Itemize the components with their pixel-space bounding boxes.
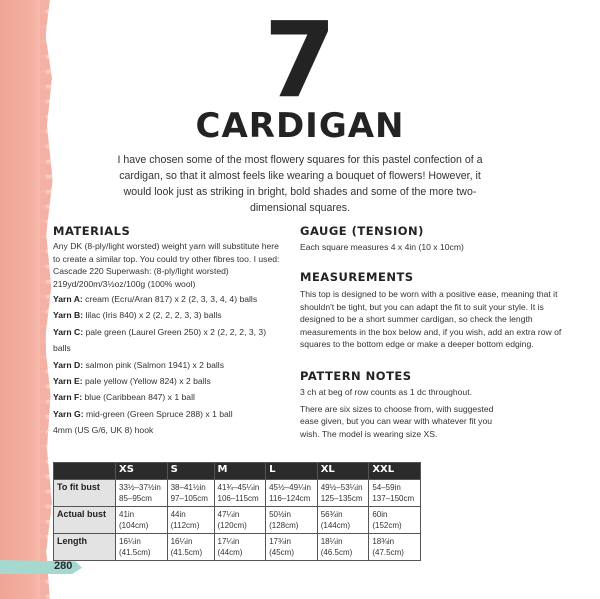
cell-line: 44in	[170, 510, 186, 519]
size-column-header: XS	[116, 463, 168, 480]
pattern-notes-p1: 3 ch at beg of row counts as 1 dc throughout.	[300, 387, 472, 397]
cell-line: (128cm)	[269, 521, 299, 530]
size-table-body	[54, 480, 421, 561]
cell-line: (45cm)	[269, 548, 294, 557]
yarn-description: salmon pink (Salmon 1941) x 2 balls	[85, 359, 225, 370]
yarn-description: pale yellow (Yellow 824) x 2 balls	[85, 376, 211, 387]
cell-line: (47.5cm)	[372, 548, 404, 557]
cell-line: 38–41½in	[170, 483, 206, 492]
pattern-notes-section	[300, 386, 510, 440]
size-column-header: XXL	[369, 463, 421, 480]
cell-line: 45½–49¼in	[269, 483, 311, 492]
cell-line: 97–105cm	[170, 494, 208, 503]
table-cell	[167, 534, 214, 561]
yarn-label: Yarn E:	[53, 376, 83, 387]
table-cell	[266, 507, 318, 534]
yarn-list	[53, 291, 285, 422]
table-row	[54, 534, 421, 561]
cell-line: 56¾in	[320, 510, 343, 519]
cell-line: (41.5cm)	[119, 548, 151, 557]
cell-line: 18¾in	[372, 537, 395, 546]
yarn-item	[53, 357, 285, 373]
yarn-description: cream (Ecru/Aran 817) x 2 (2, 3, 3, 4, 4) balls	[85, 294, 258, 304]
cell-line: 125–135cm	[320, 494, 363, 503]
table-cell	[214, 534, 266, 561]
table-row	[54, 507, 421, 534]
cell-line: 137–150cm	[372, 494, 415, 503]
yarn-item	[53, 291, 285, 307]
yarn-label: Yarn G:	[53, 408, 84, 419]
yarn-label: Yarn F:	[53, 392, 83, 403]
cell-line: 106–115cm	[217, 494, 259, 503]
yarn-label: Yarn C:	[53, 326, 84, 337]
table-cell	[317, 507, 369, 534]
table-cell	[369, 480, 421, 507]
measurements-text: This top is designed to be worn with a positive ease, meaning that it shouldn't be tight, but you can adapt the fit to suit your style. It is designed to be a short summer cardigan, so check the length measurements in the box below and, if you wish, add an extra row of squares to the bottom edge or make a deeper bottom edging.	[300, 289, 562, 349]
size-column-header: M	[214, 463, 266, 480]
table-row	[54, 480, 421, 507]
cell-line: (144cm)	[320, 521, 351, 530]
table-cell	[116, 507, 168, 534]
size-header-row	[54, 463, 421, 480]
yarn-label: Yarn D:	[53, 359, 84, 370]
cell-line: 116–124cm	[269, 494, 311, 503]
size-column-header: S	[167, 463, 214, 480]
yarn-item	[53, 324, 285, 357]
cell-line: (104cm)	[119, 521, 149, 530]
yarn-item	[53, 373, 285, 389]
cell-line: 50½in	[269, 510, 291, 519]
row-label: Actual bust	[54, 507, 116, 534]
cell-line: 17¾in	[269, 537, 291, 546]
yarn-label: Yarn A:	[53, 294, 83, 304]
page-number: 280	[54, 560, 73, 572]
size-column-header	[54, 463, 116, 480]
table-cell	[317, 534, 369, 561]
intro-paragraph: I have chosen some of the most flowery squares for this pastel confection of a cardigan, so that it almost feels like wearing a bouquet of flowers! However, it would look just as striking in bright, bold shades and some of the more two-dimensional squares.	[117, 154, 483, 214]
yarn-description: mid-green (Green Spruce 288) x 1 ball	[85, 408, 233, 419]
materials-intro: Any DK (8-ply/light worsted) weight yarn will substitute here to create a similar top. You could try other fibres too. I used: Cascade 220 Superwash: (8-ply/light worsted) 219yd/200m/3½oz/100g (100% wool)	[53, 241, 280, 289]
cell-line: (112cm)	[170, 521, 200, 530]
cell-line: 85–95cm	[119, 494, 152, 503]
table-cell	[317, 480, 369, 507]
gauge-text: Each square measures 4 x 4in (10 x 10cm)	[300, 242, 464, 252]
cell-line: 41in	[119, 510, 135, 519]
measurements-heading: MEASUREMENTS	[300, 270, 414, 284]
size-column-header: XL	[317, 463, 369, 480]
table-cell	[167, 507, 214, 534]
yarn-item	[53, 406, 285, 422]
cell-line: (41.5cm)	[170, 548, 203, 557]
yarn-description: lilac (Iris 840) x 2 (2, 2, 2, 3, 3) balls	[85, 310, 222, 321]
size-table	[53, 462, 421, 561]
cell-line: (152cm)	[372, 521, 402, 530]
hook-size: 4mm (US G/6, UK 8) hook	[53, 425, 154, 436]
size-table-header	[54, 463, 421, 480]
cell-line: 17¼in	[217, 537, 240, 546]
yarn-label: Yarn B:	[53, 310, 84, 321]
table-cell	[214, 507, 266, 534]
cell-line: 41¾–45¼in	[217, 483, 260, 492]
materials-section	[53, 240, 285, 438]
pattern-notes-p2: There are six sizes to choose from, with suggested ease given, but you can wear with whatever fit you wish. The model is wearing size XS.	[300, 403, 494, 439]
cell-line: (44cm)	[217, 548, 243, 557]
cell-line: 49½–53¼in	[320, 483, 363, 492]
yarn-item	[53, 389, 285, 405]
yarn-description: blue (Caribbean 847) x 1 ball	[84, 392, 195, 403]
gauge-heading: GAUGE (TENSION)	[300, 224, 424, 238]
page-title: CARDIGAN	[195, 106, 405, 146]
table-cell	[167, 480, 214, 507]
cell-line: 47¼in	[217, 510, 240, 519]
yarn-description: pale green (Laurel Green 250) x 2 (2, 2, 2, 3, 3) balls	[53, 326, 267, 354]
row-label: Length	[54, 534, 116, 561]
cell-line: 18¼in	[320, 537, 343, 546]
size-column-header: L	[266, 463, 318, 480]
table-cell	[116, 534, 168, 561]
cell-line: (46.5cm)	[320, 548, 353, 557]
cell-line: 33½–37½in	[119, 483, 161, 492]
row-label: To fit bust	[54, 480, 116, 507]
materials-heading: MATERIALS	[53, 224, 131, 238]
cell-line: 60in	[372, 510, 388, 519]
cell-line: 16¼in	[170, 537, 193, 546]
chapter-number: 7	[263, 0, 337, 121]
table-cell	[369, 534, 421, 561]
table-cell	[369, 507, 421, 534]
cell-line: (120cm)	[217, 521, 247, 530]
table-cell	[266, 480, 318, 507]
pattern-notes-heading: PATTERN NOTES	[300, 369, 412, 383]
table-cell	[214, 480, 266, 507]
cell-line: 16¼in	[119, 537, 141, 546]
cell-line: 54–59in	[372, 483, 401, 492]
table-cell	[266, 534, 318, 561]
yarn-item	[53, 307, 285, 323]
table-cell	[116, 480, 168, 507]
